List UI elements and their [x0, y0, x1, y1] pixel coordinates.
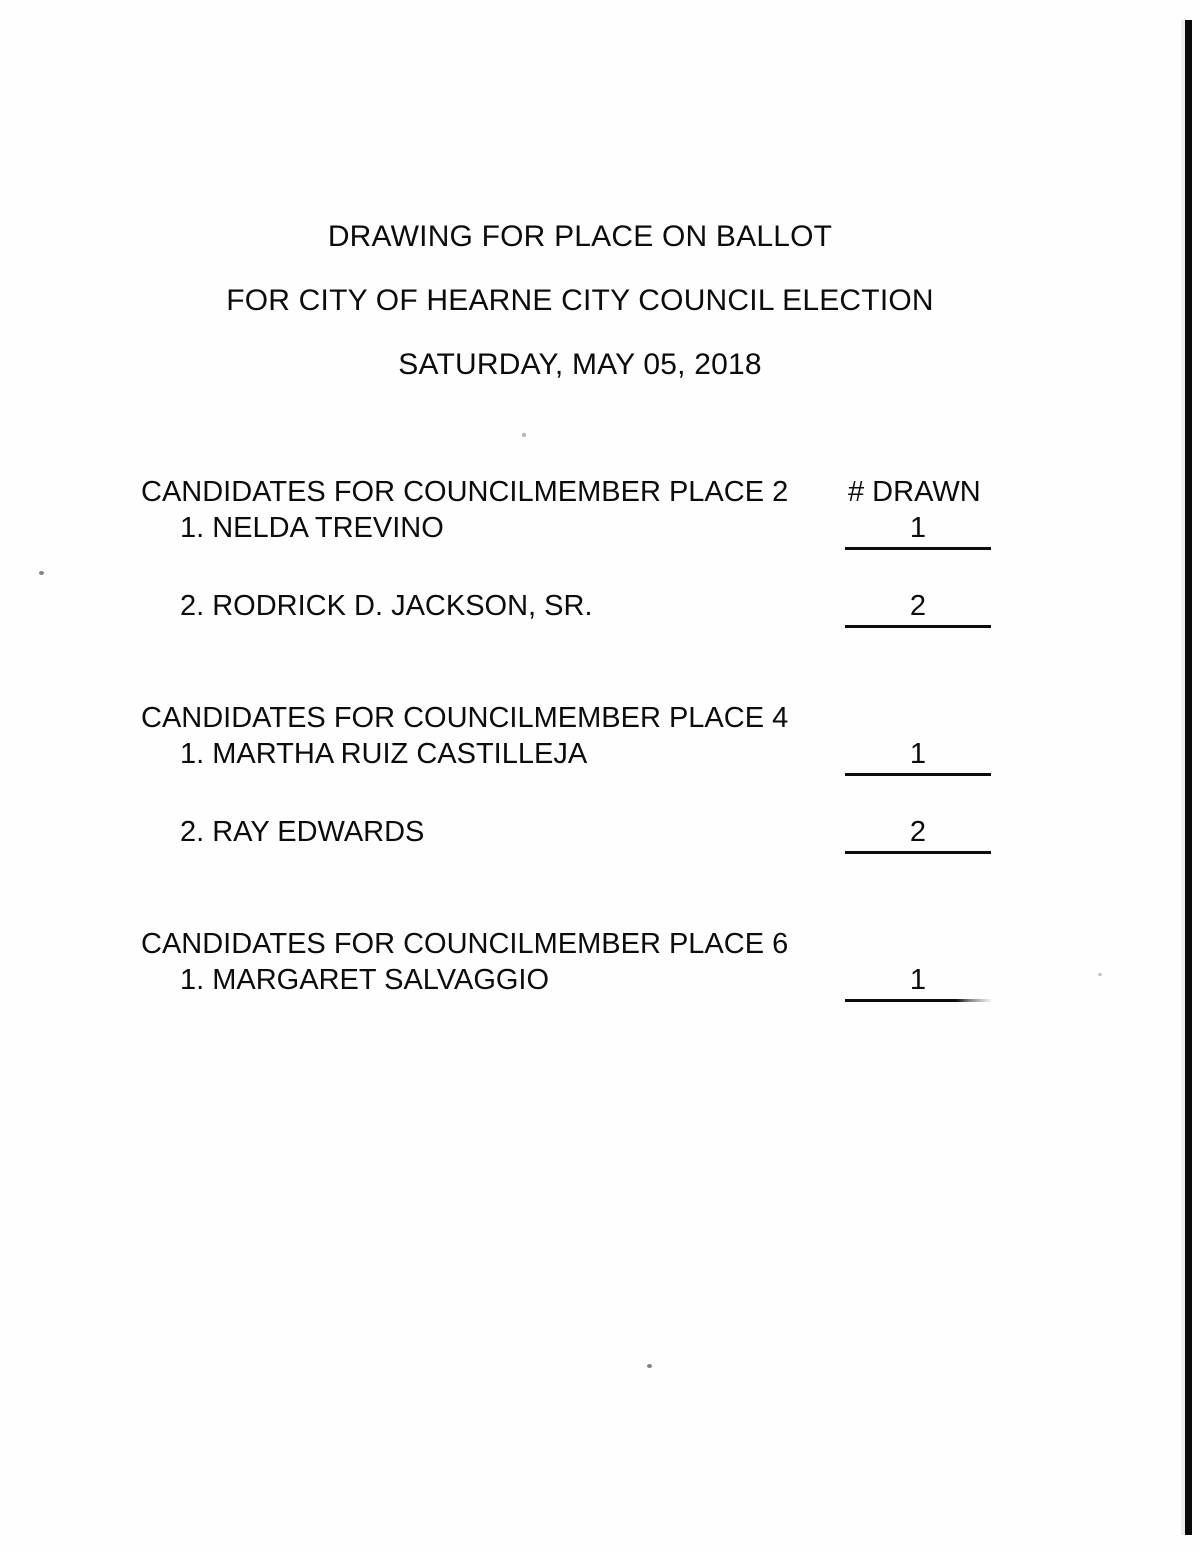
section-heading-place-2: CANDIDATES FOR COUNCILMEMBER PLACE 2: [141, 476, 789, 508]
drawn-underline: [845, 773, 991, 776]
section-place-6: [141, 930, 1001, 1044]
section-header-row: [141, 704, 1001, 740]
section-heading-place-6: CANDIDATES FOR COUNCILMEMBER PLACE 6: [141, 928, 789, 960]
section-spacer: [141, 896, 1001, 930]
candidate-row: [141, 740, 1001, 818]
scan-speck: [1098, 973, 1102, 976]
section-place-4: [141, 704, 1001, 896]
section-header-row: [141, 930, 1001, 966]
drawn-underline: [845, 547, 991, 550]
drawn-underline: [845, 625, 991, 628]
candidate-name: 1. MARTHA RUIZ CASTILLEJA: [180, 738, 588, 770]
drawn-underline: [845, 999, 991, 1002]
drawn-number-cell: [845, 818, 991, 854]
section-heading-place-4: CANDIDATES FOR COUNCILMEMBER PLACE 4: [141, 702, 789, 734]
section-spacer: [141, 670, 1001, 704]
candidate-row: [141, 514, 1001, 592]
ballot-drawing-results: [141, 478, 1001, 1044]
candidate-row: [141, 818, 1001, 896]
scan-edge-band: [1185, 20, 1192, 1535]
drawn-number: 1: [909, 512, 927, 544]
page-title-line-2: FOR CITY OF HEARNE CITY COUNCIL ELECTION: [226, 284, 934, 317]
document-title-block: [0, 222, 1160, 380]
candidate-row: [141, 966, 1001, 1044]
candidate-name: 2. RAY EDWARDS: [180, 816, 425, 848]
drawn-number-cell: [845, 592, 991, 628]
drawn-underline: [845, 851, 991, 854]
candidate-name: 2. RODRICK D. JACKSON, SR.: [180, 590, 593, 622]
section-header-row: [141, 478, 1001, 514]
scan-speck: [39, 571, 44, 575]
drawn-number: 2: [909, 590, 927, 622]
section-place-2: [141, 478, 1001, 670]
page-title-line-3: SATURDAY, MAY 05, 2018: [398, 348, 762, 381]
drawn-number: 2: [909, 816, 927, 848]
candidate-row: [141, 592, 1001, 670]
drawn-number-cell: [845, 514, 991, 550]
scan-speck: [522, 433, 526, 437]
drawn-number: 1: [909, 964, 927, 996]
drawn-number: 1: [909, 738, 927, 770]
page-title-line-1: DRAWING FOR PLACE ON BALLOT: [327, 220, 833, 253]
candidate-name: 1. NELDA TREVINO: [180, 512, 444, 544]
drawn-number-cell: [845, 740, 991, 776]
drawn-column-header: # DRAWN: [848, 476, 981, 508]
drawn-number-cell: [845, 966, 991, 1002]
candidate-name: 1. MARGARET SALVAGGIO: [180, 964, 550, 996]
scan-speck: [647, 1364, 652, 1368]
